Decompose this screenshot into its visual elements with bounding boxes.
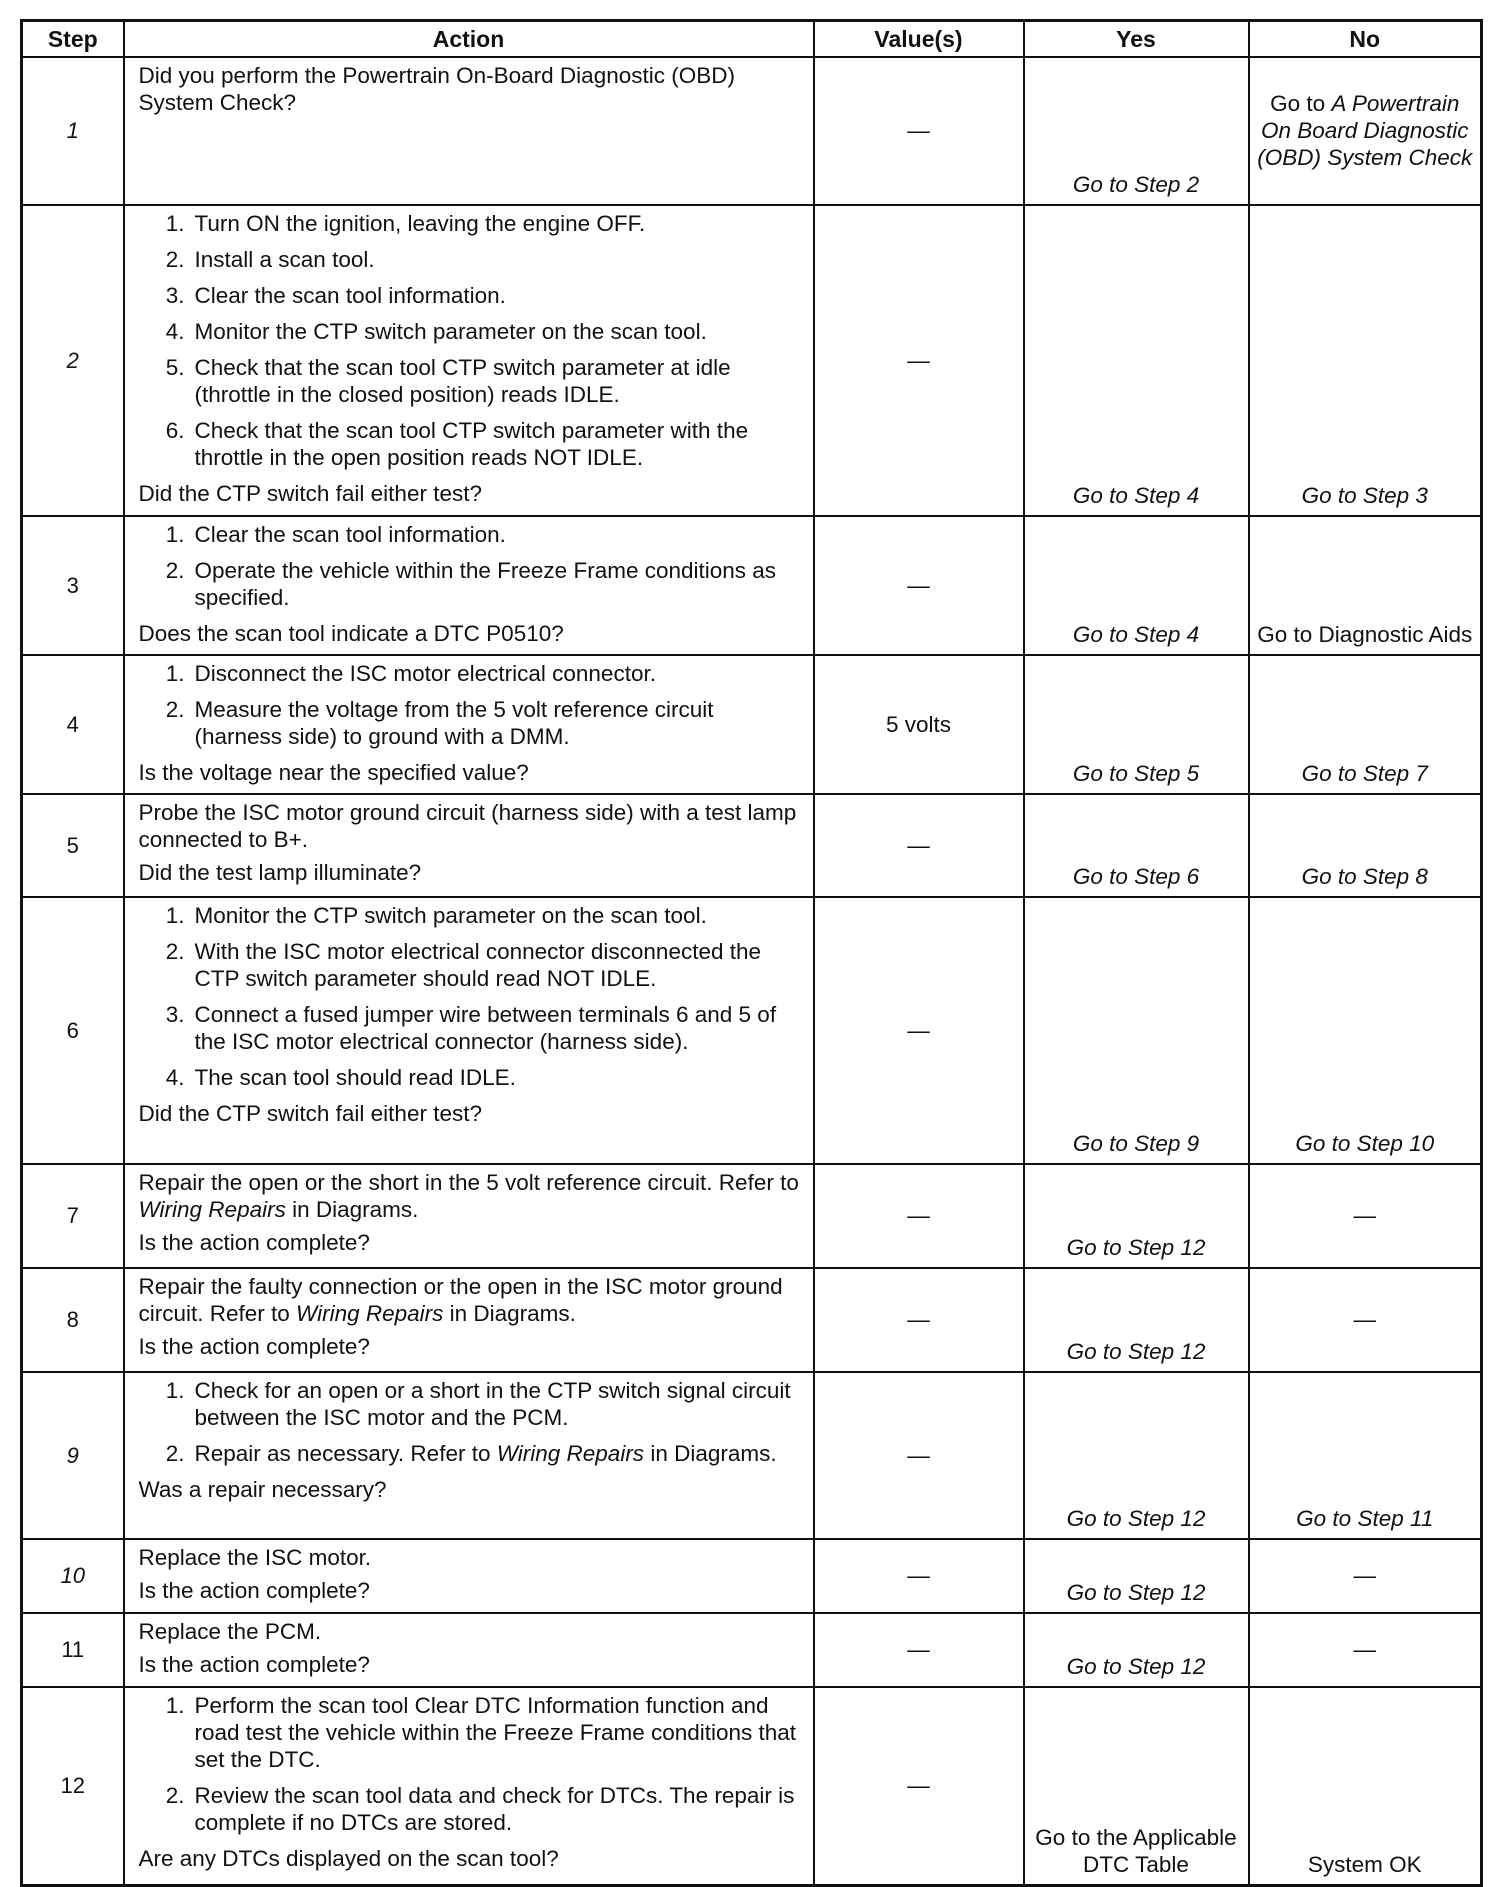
list-item: 3. Connect a fused jumper wire between terminals 6 and 5 of the ISC motor electrical connector (harness side). <box>165 1002 777 1054</box>
list-item: 2. Repair as necessary. Refer to Wiring Repairs in Diagrams. <box>165 1441 777 1466</box>
action-steps <box>139 902 803 1091</box>
step-number: 2 <box>22 205 124 516</box>
table-row <box>22 205 1482 516</box>
list-item: 3. Clear the scan tool information. <box>165 283 506 308</box>
list-item: 1. Turn ON the ignition, leaving the engine OFF. <box>165 211 646 236</box>
value-cell: 5 volts <box>814 655 1024 794</box>
table-row <box>22 794 1482 897</box>
yes-cell: Go to Step 2 <box>1024 57 1249 205</box>
no-cell: — <box>1249 1613 1482 1687</box>
action-question: Is the action complete? <box>138 1652 370 1677</box>
action-steps <box>139 1377 803 1467</box>
action-text: Did you perform the Powertrain On-Board Diagnostic (OBD) System Check? <box>138 63 735 115</box>
no-cell: System OK <box>1249 1687 1482 1885</box>
action-steps <box>139 521 803 611</box>
list-item: 6. Check that the scan tool CTP switch parameter with the throttle in the open position reads NOT IDLE. <box>165 418 749 470</box>
step-number: 8 <box>22 1268 124 1372</box>
action-question: Did the test lamp illuminate? <box>138 860 422 885</box>
step-number: 3 <box>22 516 124 655</box>
step-number: 4 <box>22 655 124 794</box>
table-row <box>22 1372 1482 1539</box>
yes-cell: Go to Step 6 <box>1024 794 1249 897</box>
action-cell <box>124 205 814 516</box>
table-row <box>22 57 1482 205</box>
step-number: 6 <box>22 897 124 1164</box>
list-item: 1. Disconnect the ISC motor electrical connector. <box>165 661 656 686</box>
action-cell <box>124 1539 814 1613</box>
list-item: 5. Check that the scan tool CTP switch parameter at idle (throttle in the closed position) reads IDLE. <box>165 355 731 407</box>
action-steps <box>139 210 803 471</box>
list-item: 4. The scan tool should read IDLE. <box>165 1065 516 1090</box>
value-cell: — <box>814 794 1024 897</box>
action-cell <box>124 516 814 655</box>
header-no: No <box>1249 21 1482 58</box>
step-number: 11 <box>22 1613 124 1687</box>
yes-cell: Go to Step 4 <box>1024 205 1249 516</box>
value-cell: — <box>814 1268 1024 1372</box>
yes-cell: Go to Step 9 <box>1024 897 1249 1164</box>
list-item: 1. Monitor the CTP switch parameter on the scan tool. <box>165 903 707 928</box>
action-question: Is the action complete? <box>138 1578 370 1603</box>
step-number: 7 <box>22 1164 124 1268</box>
yes-cell: Go to Step 5 <box>1024 655 1249 794</box>
value-cell: — <box>814 1372 1024 1539</box>
list-item: 2. Operate the vehicle within the Freeze Frame conditions as specified. <box>165 558 777 610</box>
step-number: 1 <box>22 57 124 205</box>
step-number: 9 <box>22 1372 124 1539</box>
action-cell <box>124 897 814 1164</box>
table-row <box>22 1164 1482 1268</box>
yes-cell: Go to Step 4 <box>1024 516 1249 655</box>
action-text: Probe the ISC motor ground circuit (harness side) with a test lamp connected to B+. <box>138 800 797 852</box>
action-question: Did the CTP switch fail either test? <box>138 481 482 506</box>
action-steps <box>139 1692 803 1836</box>
step-number: 12 <box>22 1687 124 1885</box>
value-cell: — <box>814 516 1024 655</box>
value-cell: — <box>814 897 1024 1164</box>
action-cell <box>124 1372 814 1539</box>
diagnostic-table <box>20 19 1483 1887</box>
yes-cell: Go to the Applicable DTC Table <box>1024 1687 1249 1885</box>
table-row <box>22 1268 1482 1372</box>
no-cell: Go to Step 7 <box>1249 655 1482 794</box>
action-question: Did the CTP switch fail either test? <box>138 1101 482 1126</box>
value-cell: — <box>814 1613 1024 1687</box>
action-question: Are any DTCs displayed on the scan tool? <box>138 1846 559 1871</box>
yes-cell: Go to Step 12 <box>1024 1164 1249 1268</box>
table-row <box>22 1687 1482 1885</box>
action-question: Is the action complete? <box>138 1334 370 1359</box>
action-question: Is the action complete? <box>138 1230 370 1255</box>
header-action: Action <box>124 21 814 58</box>
step-number: 5 <box>22 794 124 897</box>
no-cell: Go to Step 8 <box>1249 794 1482 897</box>
value-cell: — <box>814 1164 1024 1268</box>
no-cell: Go to Step 11 <box>1249 1372 1482 1539</box>
action-text: Repair the open or the short in the 5 volt reference circuit. Refer to Wiring Repairs in Diagrams. <box>138 1170 799 1222</box>
action-question: Does the scan tool indicate a DTC P0510? <box>138 621 564 646</box>
step-number: 10 <box>22 1539 124 1613</box>
yes-cell: Go to Step 12 <box>1024 1613 1249 1687</box>
action-cell <box>124 655 814 794</box>
action-cell <box>124 1268 814 1372</box>
value-cell: — <box>814 1687 1024 1885</box>
action-cell <box>124 1164 814 1268</box>
yes-cell: Go to Step 12 <box>1024 1539 1249 1613</box>
list-item: 1. Clear the scan tool information. <box>165 522 506 547</box>
table-row <box>22 1539 1482 1613</box>
no-cell: — <box>1249 1164 1482 1268</box>
no-cell: — <box>1249 1539 1482 1613</box>
header-row <box>22 21 1482 58</box>
yes-cell: Go to Step 12 <box>1024 1268 1249 1372</box>
list-item: 2. With the ISC motor electrical connector disconnected the CTP switch parameter should read NOT IDLE. <box>165 939 762 991</box>
action-cell <box>124 1613 814 1687</box>
action-question: Was a repair necessary? <box>138 1477 387 1502</box>
no-cell: Go to Diagnostic Aids <box>1249 516 1482 655</box>
action-cell <box>124 1687 814 1885</box>
no-cell: Go to Step 10 <box>1249 897 1482 1164</box>
no-cell: Go to Step 3 <box>1249 205 1482 516</box>
value-cell: — <box>814 205 1024 516</box>
action-cell <box>124 794 814 897</box>
reference-link-text: Wiring Repairs <box>496 1441 645 1466</box>
no-cell <box>1249 57 1482 205</box>
action-text: Replace the ISC motor. <box>138 1545 372 1570</box>
action-text: Replace the PCM. <box>138 1619 322 1644</box>
value-cell: — <box>814 57 1024 205</box>
action-question: Is the voltage near the specified value? <box>138 760 529 785</box>
value-cell: — <box>814 1539 1024 1613</box>
list-item: 2. Measure the voltage from the 5 volt reference circuit (harness side) to ground with a DMM. <box>165 697 714 749</box>
action-steps <box>139 660 803 750</box>
header-yes: Yes <box>1024 21 1249 58</box>
list-item: 1. Check for an open or a short in the CTP switch signal circuit between the ISC motor and the PCM. <box>165 1378 791 1430</box>
no-cell: — <box>1249 1268 1482 1372</box>
yes-cell: Go to Step 12 <box>1024 1372 1249 1539</box>
table-row <box>22 516 1482 655</box>
header-values: Value(s) <box>814 21 1024 58</box>
list-item: 4. Monitor the CTP switch parameter on the scan tool. <box>165 319 707 344</box>
action-cell <box>124 57 814 205</box>
header-step: Step <box>22 21 124 58</box>
table-row <box>22 897 1482 1164</box>
table-row <box>22 1613 1482 1687</box>
no-text: Go to <box>1270 90 1332 116</box>
action-text: Repair the faulty connection or the open in the ISC motor ground circuit. Refer to Wiring Repairs in Diagrams. <box>138 1274 783 1326</box>
table-row <box>22 655 1482 794</box>
reference-link-text: Wiring Repairs <box>296 1301 444 1326</box>
list-item: 2. Review the scan tool data and check for DTCs. The repair is complete if no DTCs are stored. <box>165 1783 795 1835</box>
reference-link-text: Wiring Repairs <box>138 1197 286 1222</box>
list-item: 2. Install a scan tool. <box>165 247 375 272</box>
list-item: 1. Perform the scan tool Clear DTC Information function and road test the vehicle within the Freeze Frame conditions that set the DTC. <box>165 1693 797 1772</box>
no-link-text: A Powertrain On Board Diagnostic (OBD) System Check <box>1257 90 1473 170</box>
